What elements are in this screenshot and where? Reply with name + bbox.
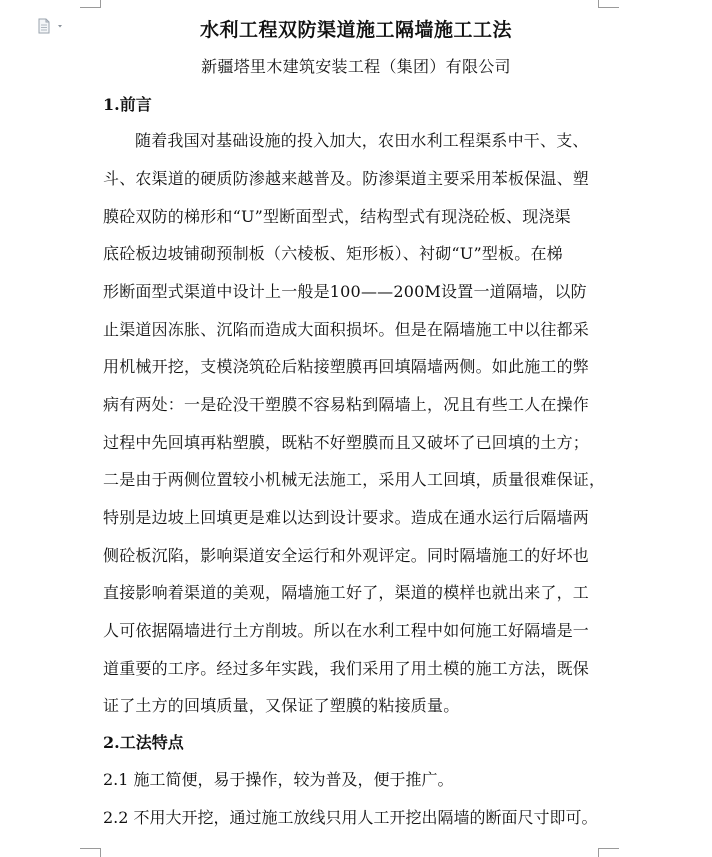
crop-mark-bottom-right-v <box>598 848 599 857</box>
paragraph-line: 随着我国对基础设施的投入加大，农田水利工程渠系中干、支、 <box>135 131 589 150</box>
paragraph-line: 道重要的工序。经过多年实践，我们采用了用土模的施工方法，既保 <box>103 659 590 678</box>
document-title: 水利工程双防渠道施工隔墙施工工法 <box>199 19 512 41</box>
crop-mark-top-left-h <box>80 7 100 8</box>
list-item: 2.1 施工简便，易于操作，较为普及，便于推广。 <box>103 770 454 789</box>
list-item: 2.2 不用大开挖，通过施工放线只用人工开挖出隔墙的断面尺寸即可。 <box>103 808 598 827</box>
crop-mark-bottom-left-v <box>100 848 101 857</box>
paragraph-line: 直接影响着渠道的美观，隔墙施工好了，渠道的模样也就出来了，工 <box>103 583 590 602</box>
paragraph-line: 侧砼板沉陷，影响渠道安全运行和外观评定。同时隔墙施工的好坏也 <box>103 546 590 565</box>
paragraph-line: 人可依据隔墙进行土方削坡。所以在水利工程中如何施工好隔墙是一 <box>103 621 590 640</box>
paragraph-line: 用机械开挖，支模浇筑砼后粘接塑膜再回填隔墙两侧。如此施工的弊 <box>103 357 590 376</box>
crop-mark-top-right-h <box>599 7 619 8</box>
crop-mark-bottom-left-h <box>80 848 100 849</box>
crop-mark-top-left-v <box>100 0 101 8</box>
paragraph-line: 膜砼双防的梯形和“U”型断面型式，结构型式有现浇砼板、现浇渠 <box>103 207 571 226</box>
paragraph-line: 形断面型式渠道中设计上一般是100——200M设置一道隔墙，以防 <box>103 282 587 301</box>
section-heading-2: 2.工法特点 <box>103 733 184 752</box>
crop-mark-top-right-v <box>598 0 599 8</box>
paragraph-line: 二是由于两侧位置较小机械无法施工，采用人工回填，质量很难保证， <box>103 470 606 489</box>
section-heading-1: 1.前言 <box>103 95 152 114</box>
paragraph-line: 过程中先回填再粘塑膜，既粘不好塑膜而且又破坏了已回填的土方； <box>103 433 590 452</box>
paragraph-line: 斗、农渠道的硬质防渗越来越普及。防渗渠道主要采用苯板保温、塑 <box>103 169 590 188</box>
paragraph-line: 特别是边坡上回填更是难以达到设计要求。造成在通水运行后隔墙两 <box>103 508 590 527</box>
paragraph-line: 病有两处：一是砼没干塑膜不容易粘到隔墙上，况且有些工人在操作 <box>103 395 590 414</box>
paragraph-line: 证了土方的回填质量，又保证了塑膜的粘接质量。 <box>103 696 460 715</box>
crop-mark-bottom-right-h <box>599 848 619 849</box>
company-name: 新疆塔里木建筑安装工程（集团）有限公司 <box>201 57 511 76</box>
paragraph-line: 底砼板边坡铺砌预制板（六棱板、矩形板）、衬砌“U”型板。在梯 <box>103 244 563 263</box>
paragraph-line: 止渠道因冻胀、沉陷而造成大面积损坏。但是在隔墙施工中以往都采 <box>103 320 590 339</box>
